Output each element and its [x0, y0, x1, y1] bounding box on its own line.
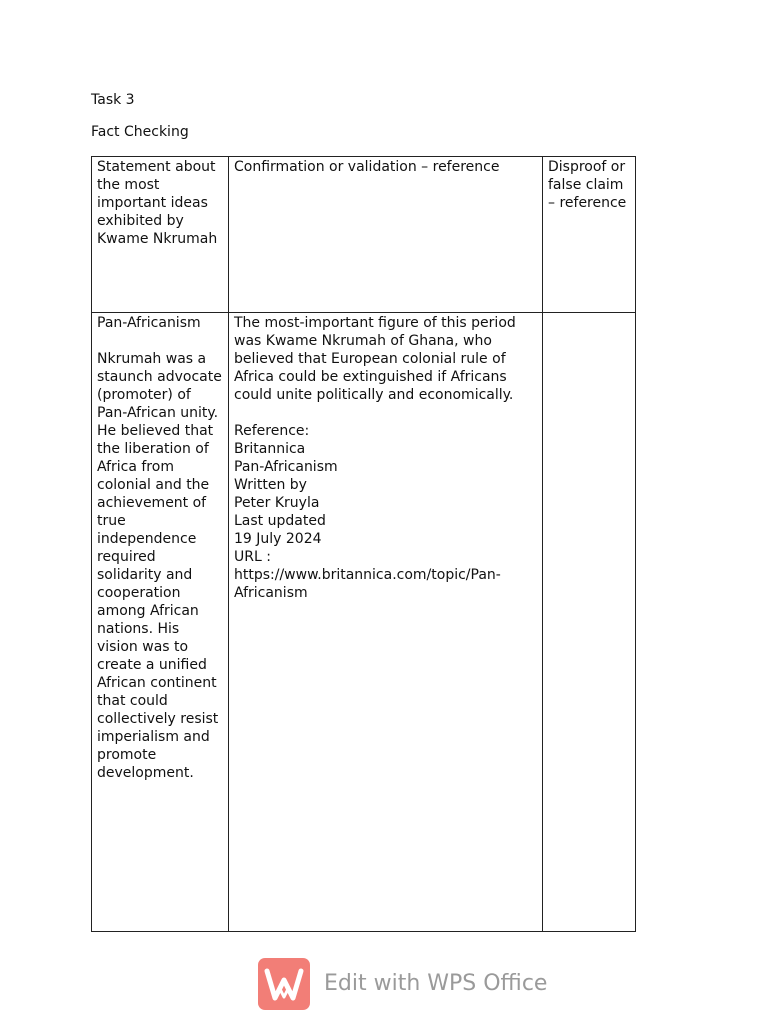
header-statement-text: Statement about the most important ideas exhibited by Kwame Nkrumah: [97, 159, 218, 247]
reference-last-updated: Last updated: [234, 513, 326, 529]
reference-title: Pan-Africanism: [234, 459, 338, 475]
spacer: [234, 404, 537, 422]
reference-date: 19 July 2024: [234, 531, 322, 547]
confirmation-text: The most-important figure of this period was Kwame Nkrumah of Ghana, who believed that European colonial rule of Africa could be extinguished if Africans could unite politically and economically.: [234, 315, 521, 403]
reference-url[interactable]: https://www.britannica.com/topic/Pan-Africanism: [234, 567, 501, 601]
spacer: [97, 332, 223, 350]
reference-url-label: URL :: [234, 549, 271, 565]
reference-written-by: Written by: [234, 477, 307, 493]
fact-check-table: [91, 156, 636, 932]
header-disproof-text: Disproof or false claim – reference: [548, 159, 627, 211]
wps-logo-icon[interactable]: [258, 958, 310, 1010]
header-confirmation: [229, 157, 543, 313]
statement-body: Nkrumah was a staunch advocate (promoter) of Pan-African unity. He believed that the liberation of Africa from colonial and the achievement of true independence required solidarity and cooperation among African nations. His vision was to create a unified African continent that could collectively resist imperialism and promote development.: [97, 351, 227, 781]
wps-watermark-text[interactable]: Edit with WPS Office: [324, 971, 548, 996]
disproof-cell: [543, 313, 636, 932]
confirmation-cell: [229, 313, 543, 932]
reference-source: Britannica: [234, 441, 306, 457]
statement-topic: Pan-Africanism: [97, 315, 201, 331]
document-subtitle: Fact Checking: [91, 124, 189, 140]
wps-w-glyph-icon: [258, 958, 310, 1010]
header-statement: [92, 157, 229, 313]
header-confirmation-text: Confirmation or validation – reference: [234, 159, 500, 175]
statement-cell: [92, 313, 229, 932]
table-row: [92, 313, 636, 932]
reference-label: Reference:: [234, 423, 310, 439]
header-disproof: [543, 157, 636, 313]
reference-author: Peter Kruyla: [234, 495, 320, 511]
task-title: Task 3: [91, 92, 135, 108]
table-header-row: [92, 157, 636, 313]
